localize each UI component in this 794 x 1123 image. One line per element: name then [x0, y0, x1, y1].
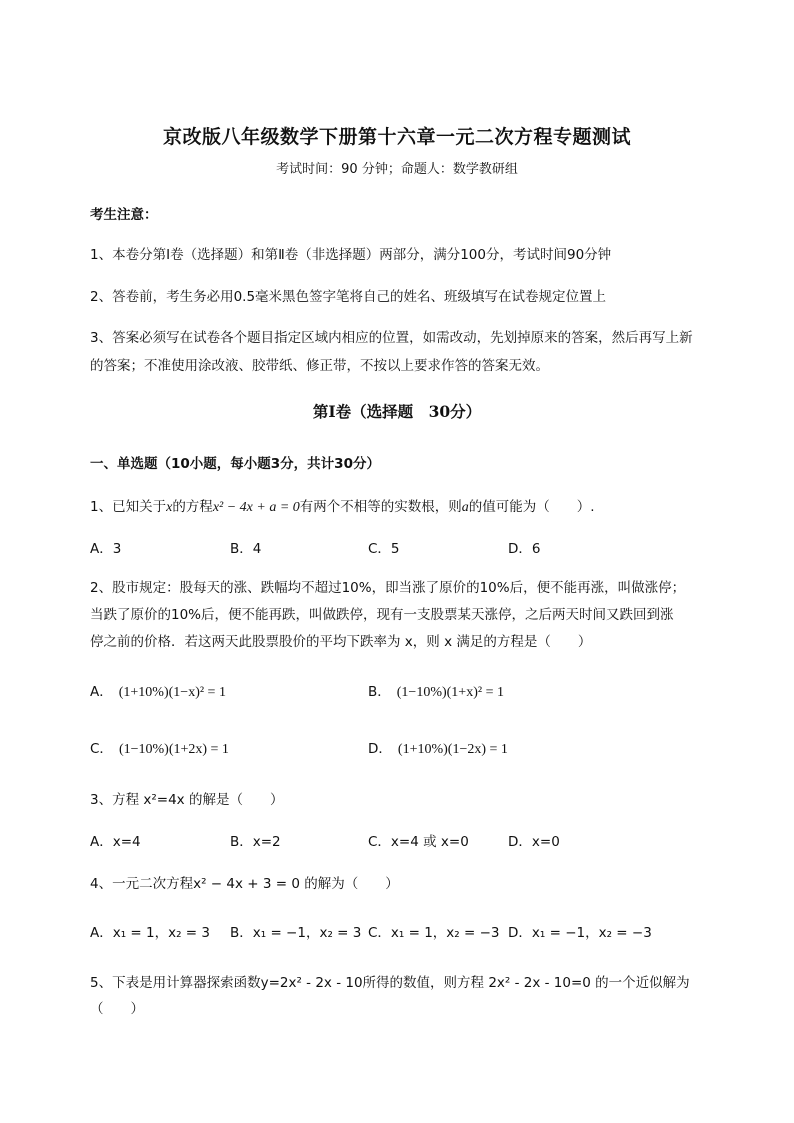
- q3-option-d: D．x=0: [508, 834, 560, 850]
- q3-option-b: B．x=2: [230, 834, 281, 850]
- q4-option-d: D．x₁ = −1，x₂ = −3: [508, 925, 652, 941]
- question-5-line-1: 5、下表是用计算器探索函数y=2x² - 2x - 10所得的数值，则方程 2x² - 2x - 10=0 的一个近似解为: [90, 975, 690, 991]
- exam-info: 考试时间：90 分钟；命题人：数学教研组: [276, 162, 518, 177]
- q1-mid: 的方程: [172, 499, 213, 515]
- notice-item-3-cont: 的答案；不准使用涂改液、胶带纸、修正带，不按以上要求作答的答案无效。: [90, 358, 549, 374]
- q1-var: x: [166, 500, 173, 515]
- q2-option-b: B． (1−10%)(1+x)² = 1: [368, 684, 504, 700]
- question-2-line-1: 2、股市规定：股每天的涨、跌幅均不超过10%，即当涨了原价的10%后，便不能再涨，叫做涨停；: [90, 580, 686, 596]
- q1-tail: 的值可能为（ ）.: [468, 499, 595, 515]
- q2-option-a: A． (1+10%)(1−x)² = 1: [90, 684, 226, 700]
- q2-option-c: C． (1−10%)(1+2x) = 1: [90, 741, 229, 757]
- q1-equation: x² − 4x + a = 0: [212, 500, 300, 515]
- notice-item-1: 1、本卷分第Ⅰ卷（选择题）和第Ⅱ卷（非选择题）两部分，满分100分，考试时间90分钟: [90, 247, 612, 263]
- question-4-stem: 4、一元二次方程x² − 4x + 3 = 0 的解为（ ）: [90, 876, 399, 892]
- q4-option-c: C．x₁ = 1，x₂ = −3: [368, 925, 500, 941]
- q1-option-d: D．6: [508, 541, 541, 557]
- notice-heading: 考生注意：: [90, 207, 158, 223]
- q4-option-b: B．x₁ = −1，x₂ = 3: [230, 925, 362, 941]
- q1-option-b: B．4: [230, 541, 262, 557]
- q1-option-a: A．3: [90, 541, 122, 557]
- q1-prefix: 1、已知关于: [90, 499, 167, 515]
- part-heading: 一、单选题（10小题，每小题3分，共计30分）: [90, 456, 380, 472]
- q3-option-c: C．x=4 或 x=0: [368, 834, 469, 850]
- question-1-stem: [90, 495, 595, 516]
- q1-var2: a: [461, 500, 469, 515]
- q2-option-d: D． (1+10%)(1−2x) = 1: [368, 741, 508, 757]
- q1-option-c: C．5: [368, 541, 400, 557]
- question-3-stem: 3、方程 x²=4x 的解是（ ）: [90, 792, 284, 808]
- q3-option-a: A．x=4: [90, 834, 141, 850]
- question-2-line-2: 当跌了原价的10%后，便不能再跌，叫做跌停，现有一支股票某天涨停，之后两天时间又跌回到涨: [90, 607, 674, 623]
- question-2-line-3: 停之前的价格．若这两天此股票股价的平均下跌率为 x，则 x 满足的方程是（ ）: [90, 634, 592, 650]
- q1-suffix: 有两个不相等的实数根，则: [299, 499, 462, 515]
- notice-item-3: 3、答案必须写在试卷各个题目指定区域内相应的位置，如需改动，先划掉原来的答案，然后再写上新: [90, 330, 693, 346]
- page-title: 京改版八年级数学下册第十六章一元二次方程专题测试: [162, 126, 631, 148]
- section-title: 第Ⅰ卷（选择题 30分）: [312, 402, 482, 421]
- notice-item-2: 2、答卷前，考生务必用0.5毫米黑色签字笔将自己的姓名、班级填写在试卷规定位置上: [90, 289, 607, 305]
- q4-option-a: A．x₁ = 1，x₂ = 3: [90, 925, 211, 941]
- question-5-line-2: （ ）: [90, 1001, 144, 1017]
